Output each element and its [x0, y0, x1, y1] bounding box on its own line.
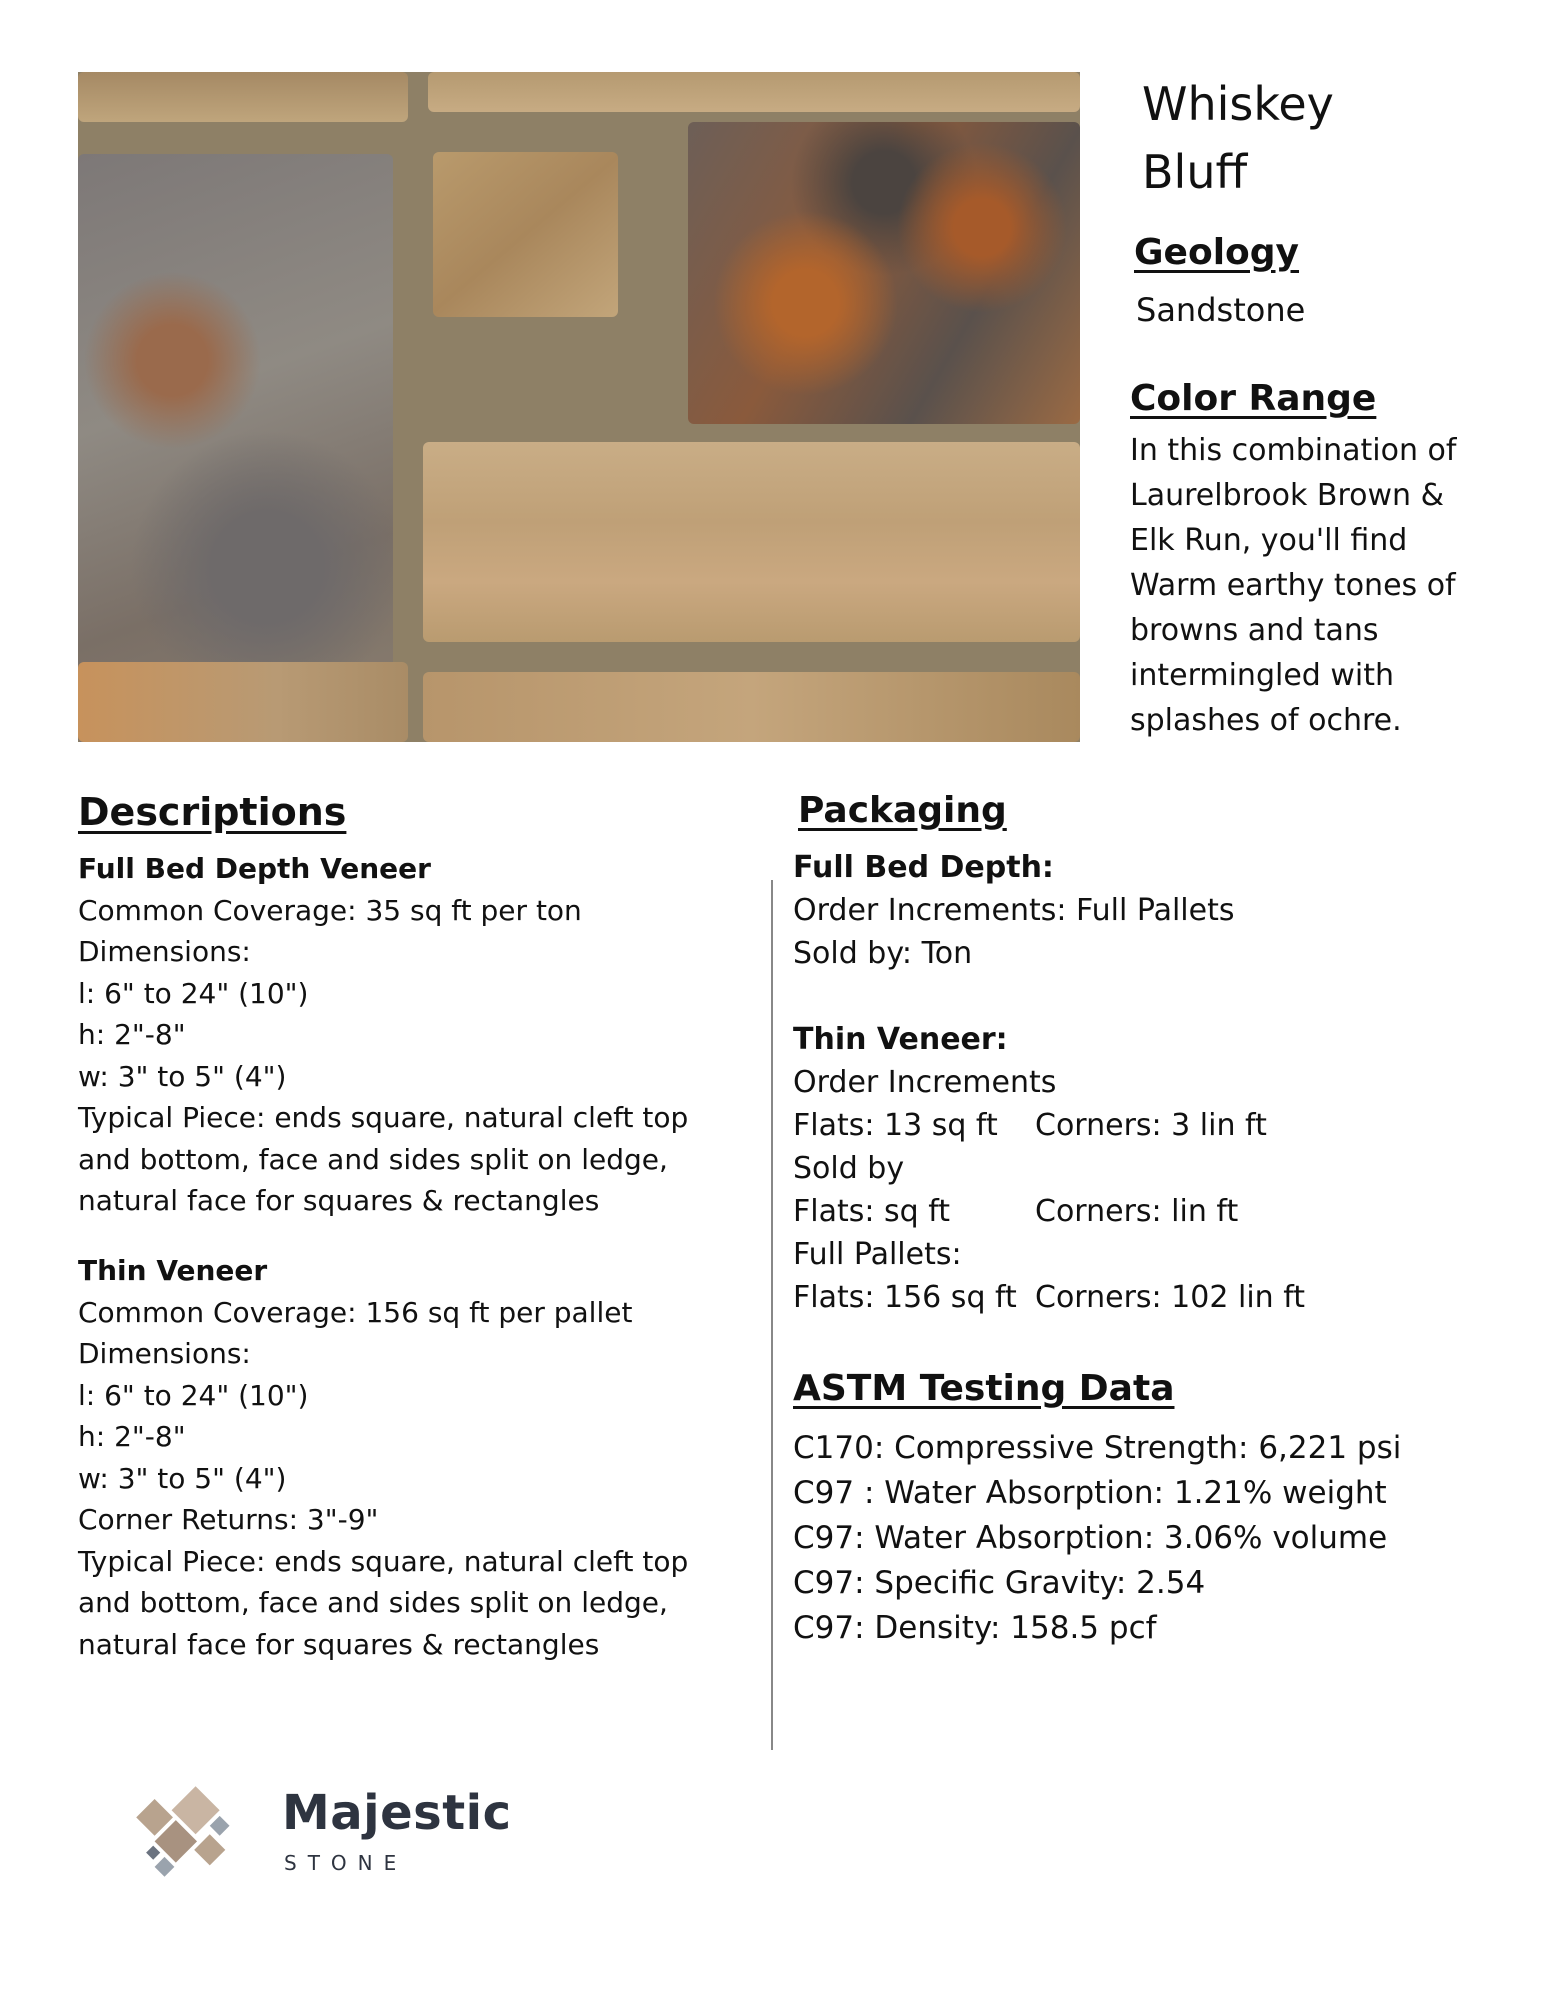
packaging-line: Order Increments [793, 1065, 1057, 1100]
astm-heading: ASTM Testing Data [793, 1368, 1175, 1409]
packaging-row [793, 1276, 1483, 1319]
description-line: Dimensions: [78, 1337, 251, 1370]
stone-piece [423, 442, 1080, 642]
geology-value: Sandstone [1136, 291, 1306, 329]
logo-name: Majestic [282, 1785, 512, 1841]
packaging-thin-veneer [793, 1018, 1483, 1319]
packaging-corners: Corners: 102 lin ft [1035, 1280, 1305, 1315]
stone-photo [78, 72, 1080, 742]
description-line: Typical Piece: ends square, natural cleft top [78, 1544, 689, 1578]
product-title [1142, 70, 1462, 206]
astm-data [793, 1426, 1513, 1651]
packaging-corners: Corners: lin ft [1035, 1194, 1239, 1229]
color-range-line: intermingled with [1130, 658, 1395, 693]
majestic-stone-logo [110, 1785, 510, 1895]
description-line: and bottom, face and sides split on ledge, [78, 1586, 668, 1619]
color-range-line: browns and tans [1130, 613, 1379, 648]
thin-veneer-title: Thin Veneer [78, 1254, 268, 1287]
packaging-full-bed-title: Full Bed Depth: [793, 850, 1054, 885]
description-line: and bottom, face and sides split on ledge, [78, 1142, 668, 1176]
product-title-line2: Bluff [1142, 145, 1248, 199]
color-range-line: Elk Run, you'll find [1130, 523, 1408, 558]
description-line: h: 2"-8" [78, 1018, 186, 1051]
description-line: l: 6" to 24" (10") [78, 1378, 309, 1412]
color-range-line: In this combination of [1130, 433, 1457, 468]
astm-line: C97 : Water Absorption: 1.21% weight [793, 1475, 1387, 1511]
description-line: w: 3" to 5" (4") [78, 1059, 287, 1093]
stone-piece [688, 122, 1080, 424]
packaging-line: Sold by [793, 1151, 905, 1186]
packaging-thin-title: Thin Veneer: [793, 1022, 1008, 1057]
stone-piece [78, 154, 393, 742]
description-line: Common Coverage: 35 sq ft per ton [78, 893, 582, 927]
packaging-row [793, 1104, 1483, 1147]
descriptions-heading: Descriptions [78, 790, 347, 834]
column-divider [771, 880, 773, 1750]
color-range-line: Warm earthy tones of [1130, 568, 1456, 603]
astm-line: C170: Compressive Strength: 6,221 psi [793, 1430, 1402, 1466]
color-range-heading: Color Range [1130, 378, 1377, 419]
stone-piece [423, 672, 1080, 742]
color-range-line: splashes of ochre. [1130, 703, 1402, 738]
packaging-full-bed [793, 846, 1483, 975]
astm-line: C97: Specific Gravity: 2.54 [793, 1565, 1206, 1601]
packaging-heading: Packaging [798, 790, 1007, 831]
packaging-flats: Flats: sq ft [793, 1194, 951, 1229]
packaging-line: Full Pallets: [793, 1237, 962, 1272]
packaging-row [793, 1190, 1483, 1233]
full-bed-title: Full Bed Depth Veneer [78, 852, 431, 885]
product-title-line1: Whiskey [1142, 77, 1334, 131]
packaging-line: Order Increments: Full Pallets [793, 893, 1235, 928]
description-line: Common Coverage: 156 sq ft per pallet [78, 1295, 633, 1329]
color-range-line: Laurelbrook Brown & [1130, 478, 1445, 513]
packaging-corners: Corners: 3 lin ft [1035, 1108, 1267, 1143]
stone-piece [78, 72, 408, 122]
description-line: l: 6" to 24" (10") [78, 976, 309, 1010]
diamond-logo-icon [110, 1785, 260, 1885]
astm-line: C97: Water Absorption: 3.06% volume [793, 1520, 1388, 1556]
geology-heading: Geology [1134, 232, 1300, 273]
stone-piece [433, 152, 618, 317]
description-line: Corner Returns: 3"-9" [78, 1503, 379, 1536]
color-range-text [1130, 428, 1520, 743]
full-bed-description [78, 848, 768, 1222]
description-line: w: 3" to 5" (4") [78, 1461, 287, 1495]
packaging-flats: Flats: 156 sq ft [793, 1280, 1017, 1315]
description-line: natural face for squares & rectangles [78, 1627, 600, 1661]
description-line: h: 2"-8" [78, 1420, 186, 1453]
packaging-flats: Flats: 13 sq ft [793, 1108, 998, 1143]
logo-subtitle: STONE [284, 1851, 408, 1875]
description-line: natural face for squares & rectangles [78, 1184, 600, 1217]
stone-piece [428, 72, 1080, 112]
description-line: Typical Piece: ends square, natural cleft top [78, 1101, 689, 1134]
packaging-line: Sold by: Ton [793, 936, 973, 971]
astm-line: C97: Density: 158.5 pcf [793, 1610, 1157, 1646]
stone-piece [78, 662, 408, 742]
description-line: Dimensions: [78, 935, 251, 968]
thin-veneer-description [78, 1250, 768, 1665]
